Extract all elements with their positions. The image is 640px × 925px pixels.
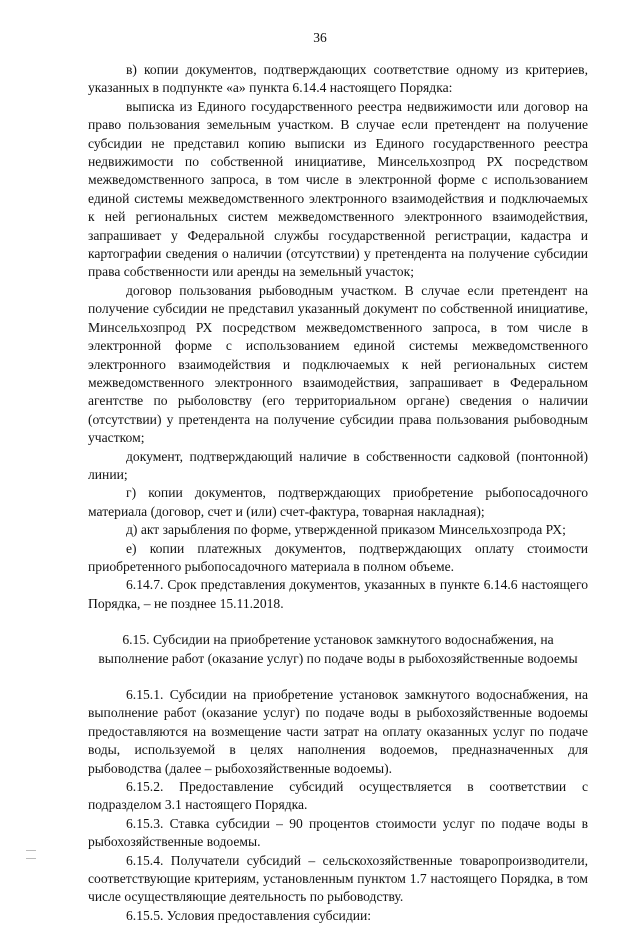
paragraph-cage-line-document: документ, подтверждающий наличие в собственности садковой (понтонной) линии;	[88, 448, 588, 482]
paragraph-6-15-1: 6.15.1. Субсидии на приобретение установок замкнутого водоснабжения, на выполнение работ (оказание услуг) по подаче воды в рыбохозяйственные водоемы предоставляются на возмещение части затрат на оплату оказанных услуг по подаче воды, используемой в целях наполнения водоемов, предназначенных для рыбоводства (далее – рыбохозяйственные водоемы).	[88, 687, 588, 776]
scan-margin-mark	[26, 850, 36, 851]
paragraph-6-15-3: 6.15.3. Ставка субсидии – 90 процентов стоимости услуг по подаче воды в рыбохозяйственные водоемы.	[88, 815, 588, 850]
section-heading-6-15: 6.15. Субсидии на приобретение установок замкнутого водоснабжения, на выполнение работ (оказание услуг) по подаче воды в рыбохозяйственные водоемы	[98, 632, 578, 666]
paragraph-item-e: е) копии платежных документов, подтверждающих оплату стоимости приобретенного рыбопосадочного материала в полном объеме.	[88, 540, 588, 574]
paragraph-documents-criteria: в) копии документов, подтверждающих соответствие одному из критериев, указанных в подпункте «а» пункта 6.14.4 настоящего Порядка:	[88, 62, 588, 96]
paragraph-item-d: д) акт зарыбления по форме, утвержденной приказом Минсельхозпрода РХ;	[126, 522, 566, 538]
paragraph-6-14-7: 6.14.7. Срок представления документов, указанных в пункте 6.14.6 настоящего Порядка, – не позднее 15.11.2018.	[88, 577, 588, 611]
paragraph-6-15-4: 6.15.4. Получатели субсидий – сельскохозяйственные товаропроизводители, соответствующие критериям, установленным пунктом 1.7 настоящего Порядка, в том числе осуществляющие деятельность по рыбоводству.	[88, 852, 588, 905]
document-body	[88, 61, 588, 925]
scan-margin-mark	[26, 858, 36, 859]
paragraph-fish-plot-agreement: договор пользования рыбоводным участком. В случае если претендент на получение субсидии не представил указанный документ по собственной инициативе, Минсельхозпрод РХ посредством межведомственного запроса, в том числе в электронной форме с использованием единой системы межведомственного электронного взаимодействия и подключаемых к ней региональных систем межведомственного электронного взаимодействия, запрашивает в Федеральном агентстве по рыболовству (его территориальном органе) сведения о наличии (отсутствии) у претендента на получение субсидии права пользования рыбоводным участком;	[88, 282, 588, 446]
paragraph-land-registry-extract: выписка из Единого государственного реестра недвижимости или договор на право пользования земельным участком. В случае если претендент на получение субсидии не представил копию выписки из Единого государственного реестра недвижимости по собственной инициативе, Минсельхозпрод РХ посредством межведомственного запроса, в том числе в электронной форме с использованием единой системы межведомственного электронного взаимодействия и подключаемых к ней региональных систем межведомственного электронного взаимодействия, запрашивает у Федеральной службы государственной регистрации, кадастра и картографии сведения о наличии (отсутствии) у претендента на получение субсидии права собственности или аренды на земельный участок;	[88, 98, 588, 280]
paragraph-6-15-5: 6.15.5. Условия предоставления субсидии:	[126, 907, 372, 923]
paragraph-6-15-2: 6.15.2. Предоставление субсидий осуществляется в соответствии с подразделом 3.1 настоящего Порядка.	[88, 779, 588, 813]
paragraph-item-g: г) копии документов, подтверждающих приобретение рыбопосадочного материала (договор, счет и (или) счет-фактура, товарная накладная);	[88, 485, 588, 519]
page-number: 36	[313, 30, 327, 45]
